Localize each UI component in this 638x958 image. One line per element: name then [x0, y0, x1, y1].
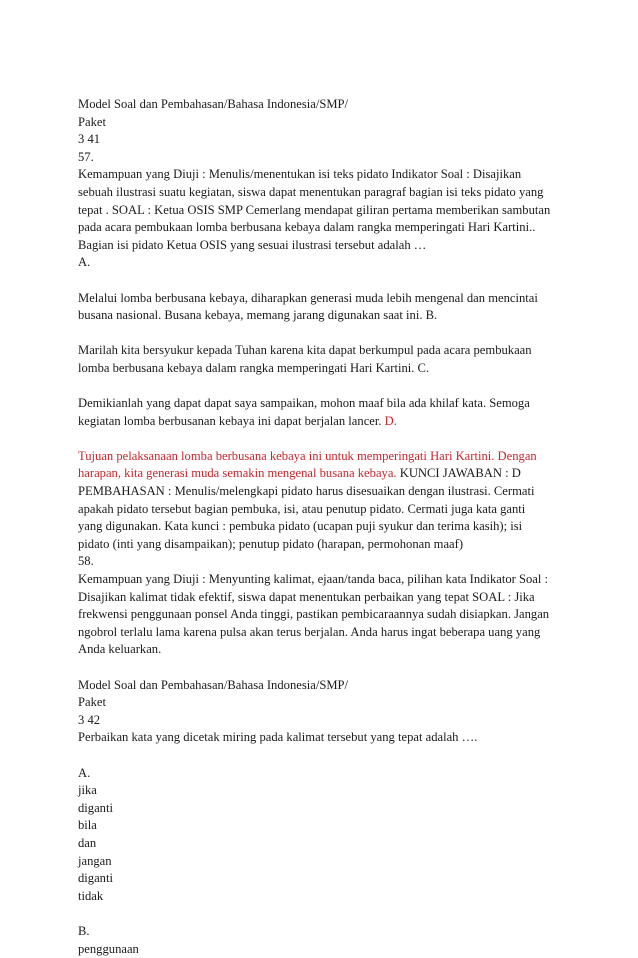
spacer — [78, 430, 568, 448]
option-a-item: diganti — [78, 870, 568, 888]
running-header: Model Soal dan Pembahasan/Bahasa Indonesia/SMP/ — [78, 677, 568, 695]
pembahasan-line: PEMBAHASAN : Menulis/melengkapi pidato harus disesuaikan dengan ilustrasi. Cermati — [78, 483, 568, 501]
option-a-item: tidak — [78, 888, 568, 906]
page-number: 3 42 — [78, 712, 568, 730]
q58-line: Disajikan kalimat tidak efektif, siswa dapat menentukan perbaikan yang tepat SOAL : Jika — [78, 589, 568, 607]
option-d-text-line — [78, 465, 568, 483]
option-a-text: busana nasional. Busana kebaya, memang jarang digunakan saat ini. B. — [78, 307, 568, 325]
spacer — [78, 378, 568, 396]
spacer — [78, 272, 568, 290]
question-number: 58. — [78, 553, 568, 571]
option-b-text: Marilah kita bersyukur kepada Tuhan karena kita dapat berkumpul pada acara pembukaan — [78, 342, 568, 360]
option-a-label: A. — [78, 765, 568, 783]
spacer — [78, 905, 568, 923]
q57-line: Bagian isi pidato Ketua OSIS yang sesuai ilustrasi tersebut adalah … — [78, 237, 568, 255]
document-content — [78, 96, 568, 958]
paket-label: Paket — [78, 694, 568, 712]
answer-key: KUNCI JAWABAN : D — [397, 466, 521, 480]
option-a-item: bila — [78, 817, 568, 835]
spacer — [78, 659, 568, 677]
option-c-text-end: kegiatan lomba berbusanan kebaya ini dapat berjalan lancer. — [78, 414, 385, 428]
option-d-text-end: harapan, kita generasi muda semakin mengenal busana kebaya. — [78, 466, 397, 480]
pembahasan-line: apakah pidato tersebut bagian pembuka, isi, atau penutup pidato. Cermati juga kata ganti — [78, 501, 568, 519]
option-c-text-line — [78, 413, 568, 431]
running-header: Model Soal dan Pembahasan/Bahasa Indonesia/SMP/ — [78, 96, 568, 114]
option-c-text: Demikianlah yang dapat dapat saya sampaikan, mohon maaf bila ada khilaf kata. Semoga — [78, 395, 568, 413]
q58-line: ngobrol terlalu lama karena pulsa akan terus berjalan. Anda harus ingat beberapa uang yang — [78, 624, 568, 642]
q58-line: Anda keluarkan. — [78, 641, 568, 659]
option-a-item: jangan — [78, 853, 568, 871]
q58-line: frekwensi penggunaan ponsel Anda tinggi, pastikan pembicaraannya sudah disiapkan. Jangan — [78, 606, 568, 624]
spacer — [78, 325, 568, 343]
option-a-text: Melalui lomba berbusana kebaya, diharapkan generasi muda lebih mengenal dan mencintai — [78, 290, 568, 308]
spacer — [78, 747, 568, 765]
q58-question: Perbaikan kata yang dicetak miring pada kalimat tersebut yang tepat adalah …. — [78, 729, 568, 747]
option-b-label: B. — [78, 923, 568, 941]
pembahasan-line: pidato (inti yang disampaikan); penutup pidato (harapan, permohonan maaf) — [78, 536, 568, 554]
option-b-item: penggunaan — [78, 941, 568, 958]
q57-line: sebuah ilustrasi suatu kegiatan, siswa dapat menentukan paragraf bagian isi teks pidato yang — [78, 184, 568, 202]
question-number: 57. — [78, 149, 568, 167]
pembahasan-line: yang digunakan. Kata kunci : pembuka pidato (ucapan puji syukur dan terima kasih); isi — [78, 518, 568, 536]
option-a-label: A. — [78, 254, 568, 272]
option-a-item: diganti — [78, 800, 568, 818]
option-a-item: dan — [78, 835, 568, 853]
option-d-text: Tujuan pelaksanaan lomba berbusana kebaya ini untuk memperingati Hari Kartini. Dengan — [78, 448, 568, 466]
option-d-label: D. — [385, 414, 397, 428]
option-a-item: jika — [78, 782, 568, 800]
page-number: 3 41 — [78, 131, 568, 149]
option-b-text: lomba berbusana kebaya dalam rangka memperingati Hari Kartini. C. — [78, 360, 568, 378]
q57-line: Kemampuan yang Diuji : Menulis/menentukan isi teks pidato Indikator Soal : Disajikan — [78, 166, 568, 184]
paket-label: Paket — [78, 114, 568, 132]
q57-line: tepat . SOAL : Ketua OSIS SMP Cemerlang mendapat giliran pertama memberikan sambutan — [78, 202, 568, 220]
q58-line: Kemampuan yang Diuji : Menyunting kalimat, ejaan/tanda baca, pilihan kata Indikator Soal : — [78, 571, 568, 589]
q57-line: pada acara pembukaan lomba berbusana kebaya dalam rangka memperingati Hari Kartini.. — [78, 219, 568, 237]
